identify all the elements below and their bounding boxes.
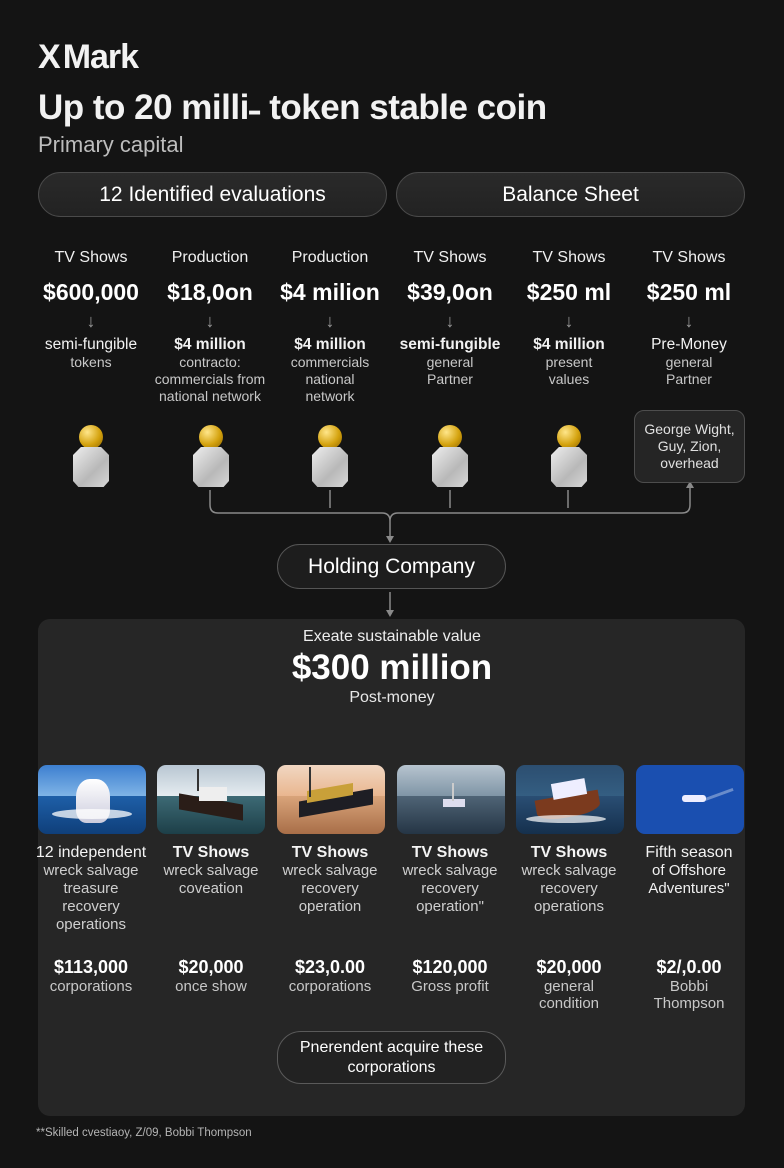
sunset-trawler-image xyxy=(277,765,385,834)
lead-text: $4 million xyxy=(294,336,366,353)
corporation-value xyxy=(151,957,271,995)
ship-description xyxy=(509,844,629,916)
category-label: TV Shows xyxy=(532,249,606,266)
corporation-value xyxy=(509,957,629,1012)
value-amount: $20,000 xyxy=(178,957,244,977)
desc-line: values xyxy=(548,371,590,387)
gold-token-icon xyxy=(549,425,589,487)
amount-value: $250 ml xyxy=(646,279,732,305)
desc-line: general xyxy=(426,354,474,370)
desc-line: Partner xyxy=(666,371,712,387)
amount-value: $18,0on xyxy=(167,279,253,305)
ship-desc-line: wreck salvage xyxy=(402,862,498,879)
partners-note-box xyxy=(634,410,745,483)
ship-title: TV Shows xyxy=(411,844,489,861)
arrow-down-icon: ↓ xyxy=(86,311,96,331)
evaluation-column xyxy=(390,249,510,388)
ship-desc-line: of Offshore xyxy=(652,862,726,879)
desc-line: tokens xyxy=(70,354,112,370)
category-label: Production xyxy=(171,249,249,266)
value-amount: $113,000 xyxy=(53,957,129,977)
value-label: Gross profit xyxy=(411,978,489,995)
desc-line: national xyxy=(305,371,355,387)
ship-desc-line: operations xyxy=(533,898,605,915)
tab-label: Balance Sheet xyxy=(502,182,639,206)
evaluation-column xyxy=(31,249,151,371)
lead-text: semi-fungible xyxy=(44,336,138,353)
arrow-down-icon: ↓ xyxy=(684,311,694,331)
ship-desc-line: wreck salvage xyxy=(43,862,139,879)
evaluation-column xyxy=(629,249,749,388)
acquire-line: Pnerendent acquire these xyxy=(299,1038,484,1056)
note-line: George Wight, xyxy=(644,421,735,437)
post-money-value: $300 million xyxy=(291,648,493,687)
amount-value: $39,0on xyxy=(407,279,493,305)
value-amount: $2/,0.00 xyxy=(656,957,722,977)
arrow-down-icon: ↓ xyxy=(205,311,215,331)
value-label: once show xyxy=(175,978,247,995)
desc-line: commercials from xyxy=(154,371,266,387)
ship-desc-line: recovery xyxy=(540,880,598,897)
ship-description xyxy=(31,844,151,934)
lead-text: semi-fungible xyxy=(399,336,501,353)
category-label: TV Shows xyxy=(413,249,487,266)
ship-desc-line: wreck salvage xyxy=(282,862,378,879)
logo xyxy=(38,38,138,77)
ship-title: Fifth season xyxy=(645,844,733,861)
value-label: general xyxy=(543,978,595,995)
holding-company-label: Holding Company xyxy=(308,554,475,578)
gold-token-icon xyxy=(191,425,231,487)
desc-line: present xyxy=(545,354,593,370)
value-amount: $23,0.00 xyxy=(294,957,366,977)
panel-subtitle: Post-money xyxy=(349,689,435,706)
evaluation-column xyxy=(270,249,390,405)
ship-title: 12 independent xyxy=(35,844,147,861)
amount-value: $250 ml xyxy=(526,279,612,305)
acquire-line: corporations xyxy=(347,1058,436,1076)
lead-text: $4 million xyxy=(174,336,246,353)
white-yacht-image xyxy=(38,765,146,834)
aerial-boat-image xyxy=(636,765,744,834)
x-logo-icon: X xyxy=(38,38,60,76)
corporation-value xyxy=(390,957,510,995)
rough-sea-ship-image xyxy=(516,765,624,834)
tab-label: 12 Identified evaluations xyxy=(99,182,326,206)
category-label: TV Shows xyxy=(652,249,726,266)
ship-title: TV Shows xyxy=(291,844,369,861)
arrow-down-icon: ↓ xyxy=(564,311,574,331)
ship-title: TV Shows xyxy=(172,844,250,861)
lead-text: $4 million xyxy=(533,336,605,353)
tab-balance-sheet[interactable] xyxy=(396,172,745,217)
corporation-value xyxy=(270,957,390,995)
category-label: Production xyxy=(291,249,369,266)
holding-company-node[interactable] xyxy=(277,544,506,589)
ship-desc-line: wreck salvage xyxy=(521,862,617,879)
value-label: Bobbi xyxy=(669,978,709,995)
evaluation-column xyxy=(150,249,270,405)
gold-token-icon xyxy=(71,425,111,487)
desc-line: commercials xyxy=(290,354,370,370)
ship-desc-line: treasure xyxy=(63,880,119,897)
gold-token-icon xyxy=(310,425,350,487)
ship-desc-line: wreck salvage xyxy=(163,862,259,879)
corporation-value xyxy=(629,957,749,1012)
ship-desc-line: operation" xyxy=(416,898,484,915)
gold-token-icon xyxy=(430,425,470,487)
value-label: Thompson xyxy=(653,995,725,1012)
panel-kicker: Exeate sustainable value xyxy=(303,628,481,645)
foggy-boat-image xyxy=(397,765,505,834)
desc-line: network xyxy=(305,388,355,404)
ship-desc-line: recovery xyxy=(301,880,359,897)
desc-line: national network xyxy=(159,388,261,404)
logo-text: Mark xyxy=(62,38,139,76)
page-subtitle: Primary capital xyxy=(38,132,184,157)
salvage-vessel-image xyxy=(157,765,265,834)
value-label: corporations xyxy=(49,978,133,995)
amount-value: $4 milion xyxy=(280,279,380,305)
lead-text: Pre-Money xyxy=(651,336,727,353)
desc-line: contracto: xyxy=(179,354,241,370)
arrow-down-icon: ↓ xyxy=(325,311,335,331)
value-amount: $20,000 xyxy=(536,957,602,977)
arrow-down-icon: ↓ xyxy=(445,311,455,331)
ship-desc-line: operation xyxy=(298,898,362,915)
note-line: overhead xyxy=(660,455,719,471)
ship-description xyxy=(629,844,749,898)
desc-line: general xyxy=(665,354,713,370)
corporation-value xyxy=(31,957,151,995)
ship-description xyxy=(151,844,271,898)
ship-desc-line: recovery xyxy=(421,880,479,897)
ship-desc-line: coveation xyxy=(178,880,244,897)
ship-description xyxy=(270,844,390,916)
ship-desc-line: Adventures" xyxy=(648,880,730,897)
tab-identified-evaluations[interactable] xyxy=(38,172,387,217)
value-amount: $120,000 xyxy=(412,957,488,977)
desc-line: Partner xyxy=(427,371,473,387)
amount-value: $600,000 xyxy=(43,279,139,305)
ship-desc-line: recovery xyxy=(62,898,120,915)
category-label: TV Shows xyxy=(54,249,128,266)
value-label: condition xyxy=(538,995,600,1012)
value-label: corporations xyxy=(288,978,372,995)
acquire-corporations-node[interactable] xyxy=(277,1031,506,1084)
footnote: **Skilled cvestiaoy, Z/09, Bobbi Thompson xyxy=(36,1127,252,1139)
ship-desc-line: operations xyxy=(55,916,127,933)
ship-description xyxy=(390,844,510,916)
ship-title: TV Shows xyxy=(530,844,608,861)
evaluation-column xyxy=(509,249,629,388)
page-title: Up to 20 milli˗ token stable coin xyxy=(38,88,547,127)
note-line: Guy, Zion, xyxy=(657,438,722,454)
